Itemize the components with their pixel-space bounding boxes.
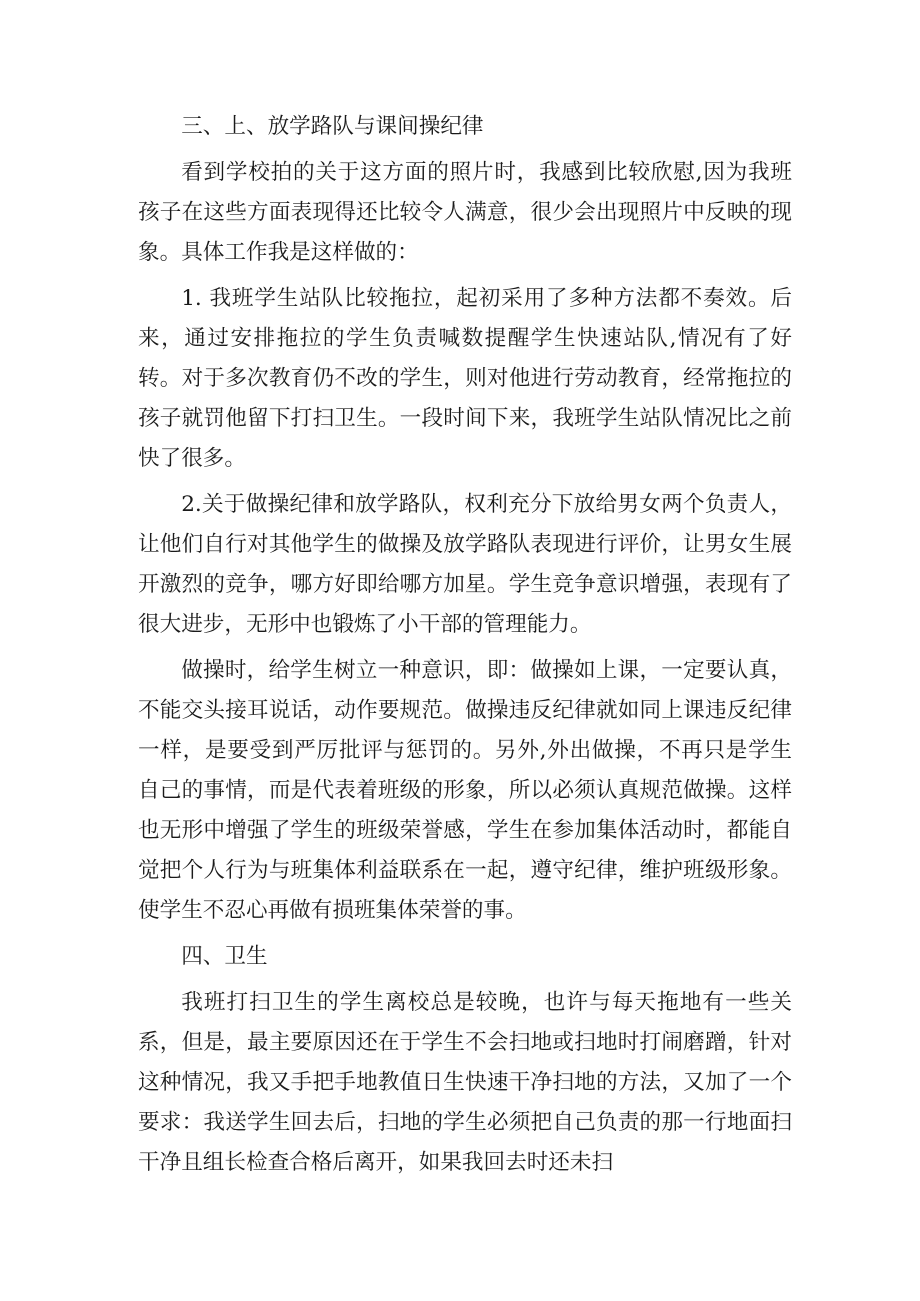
section-4-heading: 四、卫生 xyxy=(181,944,268,969)
item-1-paragraph: 1. 我班学生站队比较拖拉，起初采用了多种方法都不奏效。后来，通过安排拖拉的学生负责喊数提醒学生快速站队,情况有了好转。对于多次教育仍不改的学生，则对他进行劳动教育，经常拖拉的孩子就罚他留下打扫卫生。一段时间下来，我班学生站队情况比之前快了很多。 xyxy=(138,286,792,471)
document-body xyxy=(138,107,792,1189)
exercise-paragraph: 做操时，给学生树立一种意识，即：做操如上课，一定要认真，不能交头接耳说话，动作要规范。做操违反纪律就如同上课违反纪律一样，是要受到严厉批评与惩罚的。另外,外出做操，不再只是学生自己的事情，而是代表着班级的形象，所以必须认真规范做操。这样也无形中增强了学生的班级荣誉感，学生在参加集体活动时，都能自觉把个人行为与班集体利益联系在一起，遵守纪律，维护班级形象。使学生不忍心再做有损班集体荣誉的事。 xyxy=(138,658,792,923)
section-3-heading: 三、上、放学路队与课间操纪律 xyxy=(181,114,484,139)
section-3-intro-paragraph: 看到学校拍的关于这方面的照片时，我感到比较欣慰,因为我班孩子在这些方面表现得还比较令人满意，很少会出现照片中反映的现象。具体工作我是这样做的： xyxy=(138,160,792,265)
hygiene-paragraph: 我班打扫卫生的学生离校总是较晚，也许与每天拖地有一些关系，但是，最主要原因还在于学生不会扫地或扫地时打闹磨蹭，针对这种情况，我又手把手地教值日生快速干净扫地的方法，又加了一个要求：我送学生回去后，扫地的学生必须把自己负责的那一行地面扫干净且组长检查合格后离开，如果我回去时还未扫 xyxy=(138,990,792,1175)
item-2-paragraph: 2.关于做操纪律和放学路队，权利充分下放给男女两个负责人，让他们自行对其他学生的做操及放学路队表现进行评价，让男女生展开激烈的竞争，哪方好即给哪方加星。学生竞争意识增强，表现有了很大进步，无形中也锻炼了小干部的管理能力。 xyxy=(138,492,792,637)
